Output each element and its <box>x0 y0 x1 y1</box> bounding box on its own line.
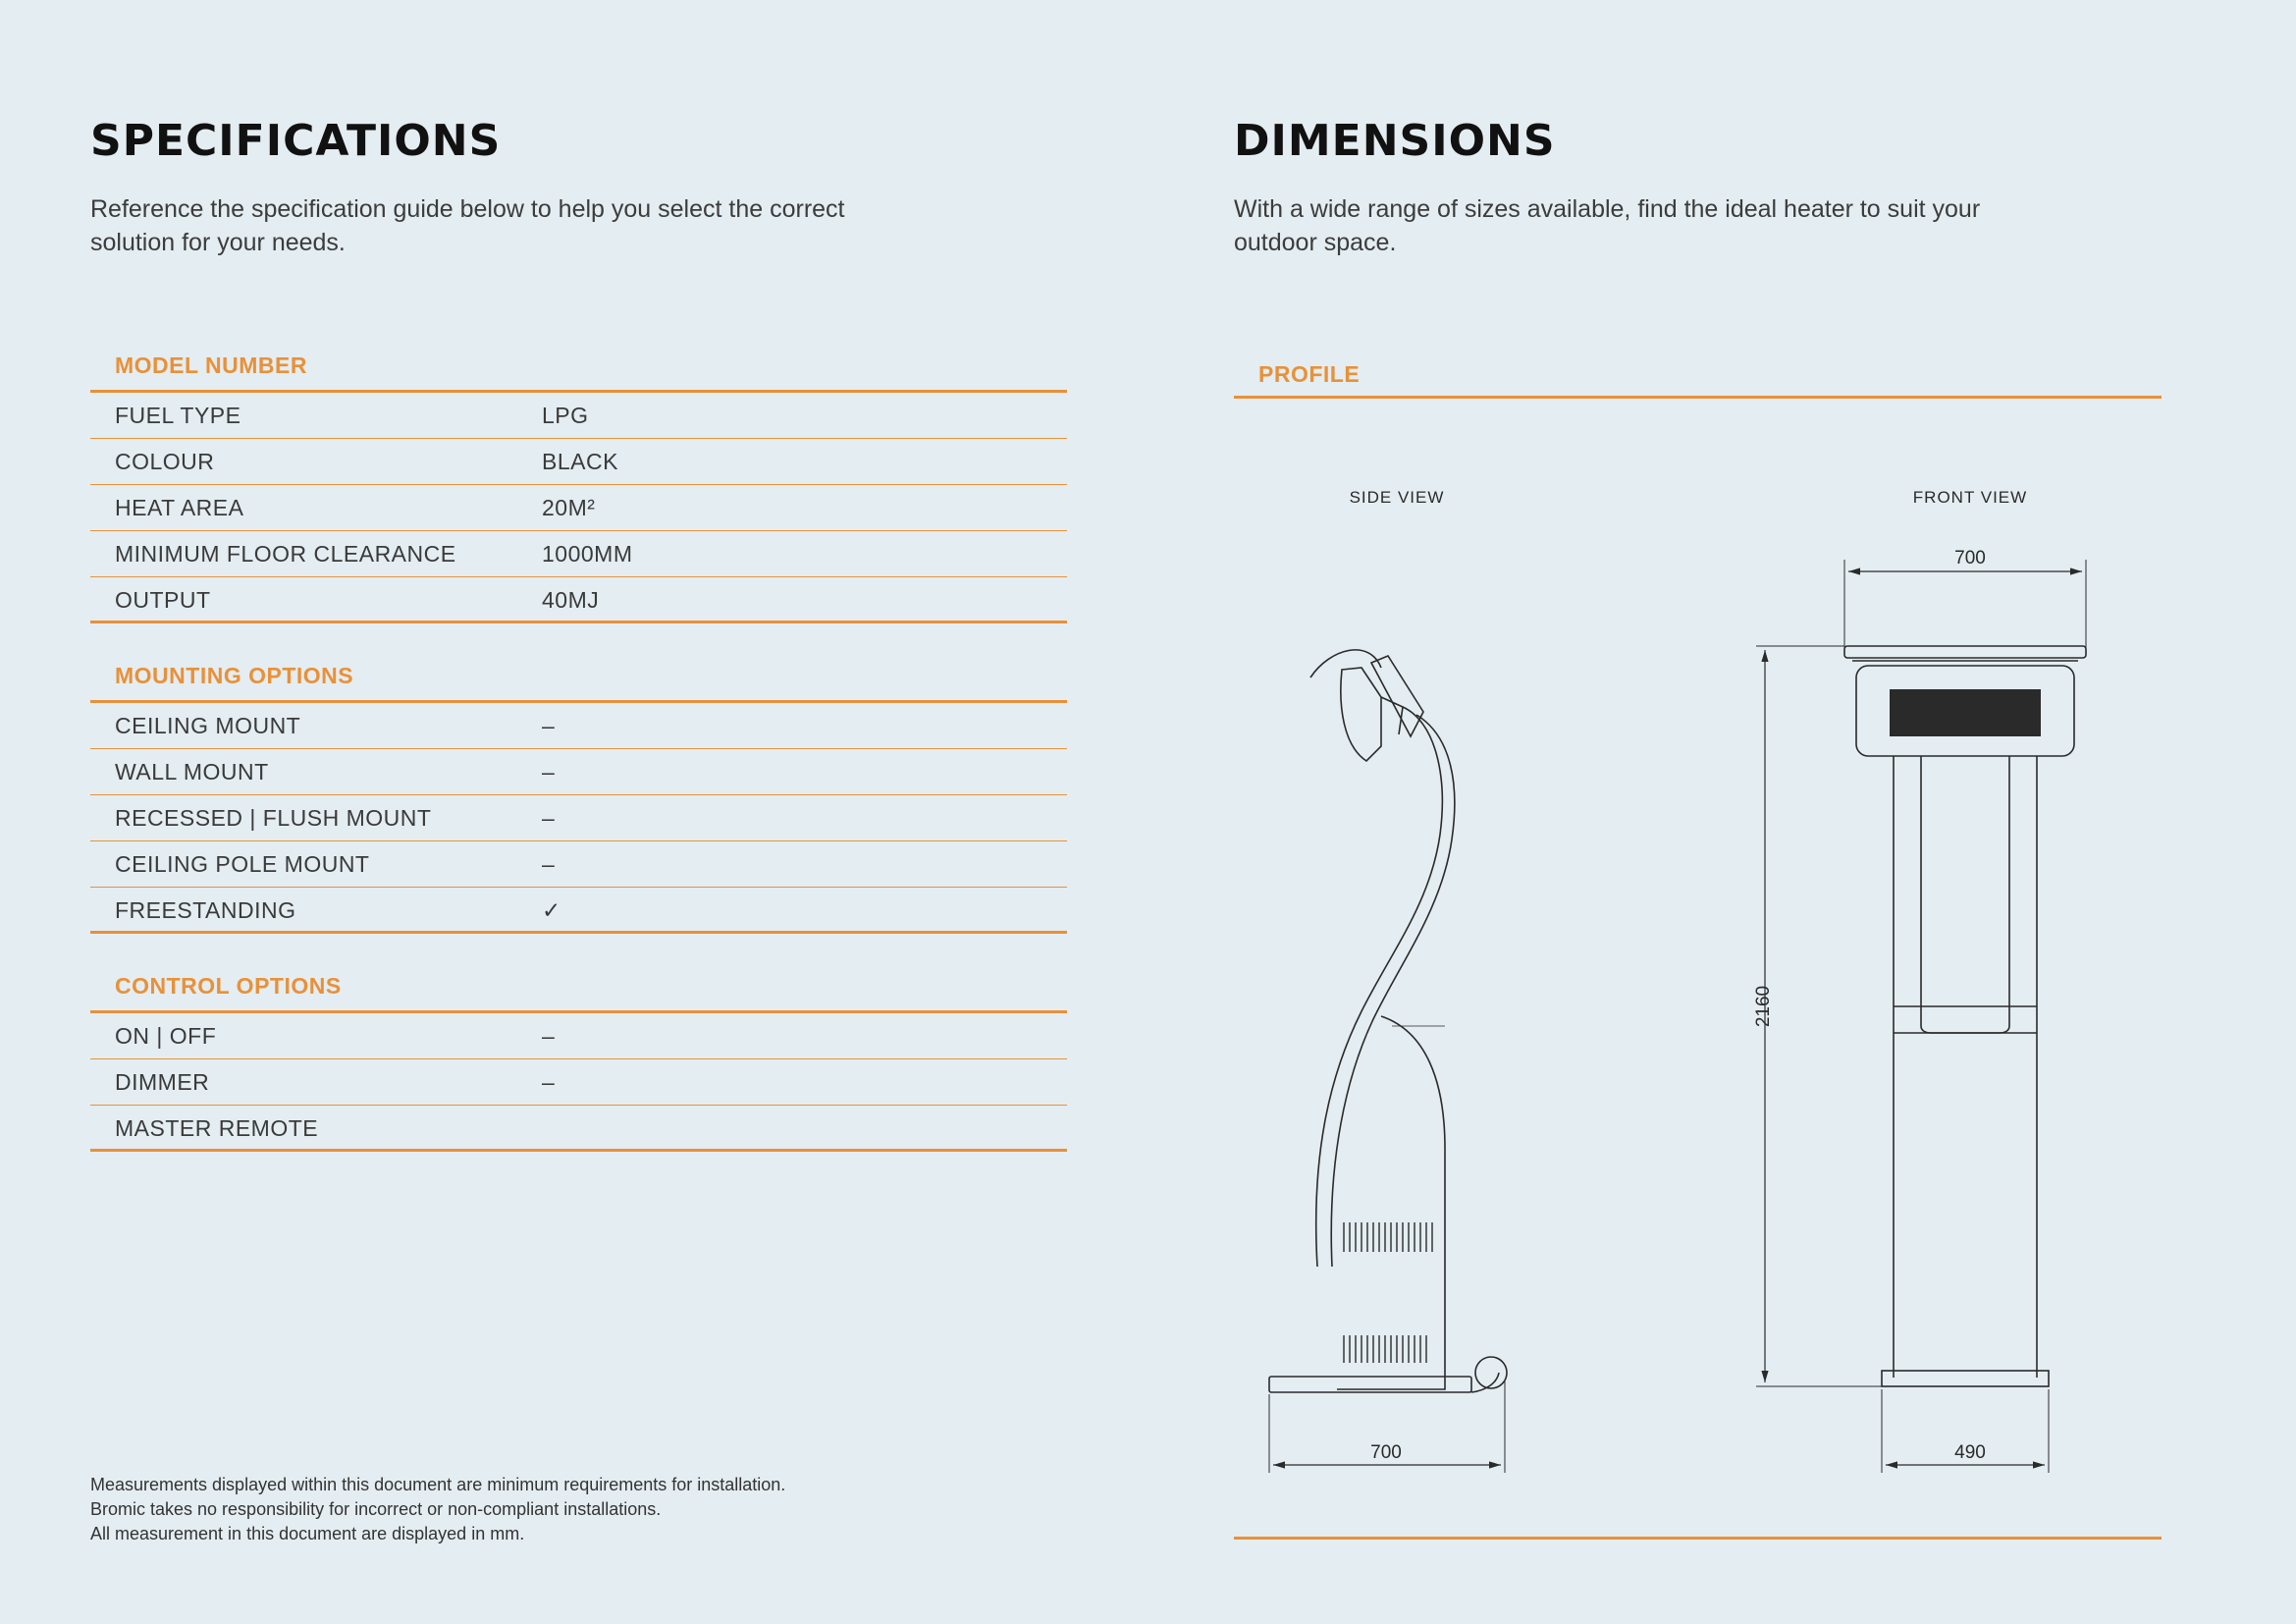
row-value: 40MJ <box>542 587 600 613</box>
row-value: – <box>542 759 556 785</box>
row-label: ON | OFF <box>115 1023 217 1049</box>
row-label: CEILING POLE MOUNT <box>115 851 370 877</box>
row-value: – <box>542 1069 556 1095</box>
row-value: 1000MM <box>542 541 633 567</box>
row-label: COLOUR <box>115 449 215 474</box>
row-label: WALL MOUNT <box>115 759 269 785</box>
front-view-drawing <box>1756 560 2086 1473</box>
front-top-width-dimension: 700 <box>1954 548 1986 568</box>
table-row <box>90 531 1067 577</box>
mounting-options-section <box>90 654 1067 934</box>
footnote <box>90 1473 1023 1546</box>
row-value: 20M² <box>542 495 596 520</box>
checkmark-icon: ✓ <box>542 897 561 923</box>
table-row <box>90 841 1067 888</box>
model-number-section <box>90 344 1067 623</box>
table-row <box>90 485 1067 531</box>
row-label: FREESTANDING <box>115 897 296 923</box>
table-row <box>90 749 1067 795</box>
footnote-line: All measurement in this document are displayed in mm. <box>90 1524 525 1543</box>
section-heading: MOUNTING OPTIONS <box>90 654 1067 703</box>
table-row <box>90 439 1067 485</box>
side-view-drawing <box>1269 650 1507 1473</box>
row-value: – <box>542 713 556 738</box>
footnote-line: Bromic takes no responsibility for incorrect or non-compliant installations. <box>90 1499 662 1519</box>
bottom-divider <box>1234 1537 2162 1540</box>
row-label: MASTER REMOTE <box>115 1115 319 1141</box>
side-view-label: SIDE VIEW <box>1349 488 1445 507</box>
footnote-line: Measurements displayed within this document are minimum requirements for installation. <box>90 1475 786 1494</box>
row-value: LPG <box>542 403 589 428</box>
table-row <box>90 577 1067 623</box>
dimensions-intro: With a wide range of sizes available, find the ideal heater to suit your outdoor space. <box>1234 195 1981 256</box>
row-value: – <box>542 1023 556 1049</box>
heater-profile-drawing <box>1234 461 2162 1522</box>
table-row <box>90 703 1067 749</box>
side-vent-upper <box>1344 1222 1432 1252</box>
front-view-label: FRONT VIEW <box>1912 488 2028 507</box>
row-label: OUTPUT <box>115 587 211 613</box>
table-row <box>90 393 1067 439</box>
row-label: MINIMUM FLOOR CLEARANCE <box>115 541 456 567</box>
table-row <box>90 888 1067 934</box>
control-options-section <box>90 964 1067 1152</box>
row-label: CEILING MOUNT <box>115 713 301 738</box>
table-row <box>90 1059 1067 1106</box>
front-height-dimension: 2160 <box>1753 985 1774 1028</box>
row-label: HEAT AREA <box>115 495 244 520</box>
row-label: DIMMER <box>115 1069 210 1095</box>
side-vent-lower <box>1344 1335 1426 1363</box>
table-row <box>90 795 1067 841</box>
row-value: – <box>542 851 556 877</box>
front-base-width-dimension: 490 <box>1954 1442 1986 1463</box>
specifications-intro: Reference the specification guide below to help you select the correct solution for your needs. <box>90 195 845 256</box>
dimensions-title: DIMENSIONS <box>1234 116 1556 166</box>
row-label: RECESSED | FLUSH MOUNT <box>115 805 432 831</box>
profile-heading: PROFILE <box>1234 353 2162 399</box>
row-value: – <box>542 805 556 831</box>
section-heading: MODEL NUMBER <box>90 344 1067 393</box>
side-width-dimension: 700 <box>1370 1442 1402 1463</box>
row-label: FUEL TYPE <box>115 403 241 428</box>
table-row <box>90 1106 1067 1152</box>
row-value: BLACK <box>542 449 618 474</box>
section-heading: CONTROL OPTIONS <box>90 964 1067 1013</box>
specifications-title: SPECIFICATIONS <box>90 116 502 166</box>
table-row <box>90 1013 1067 1059</box>
